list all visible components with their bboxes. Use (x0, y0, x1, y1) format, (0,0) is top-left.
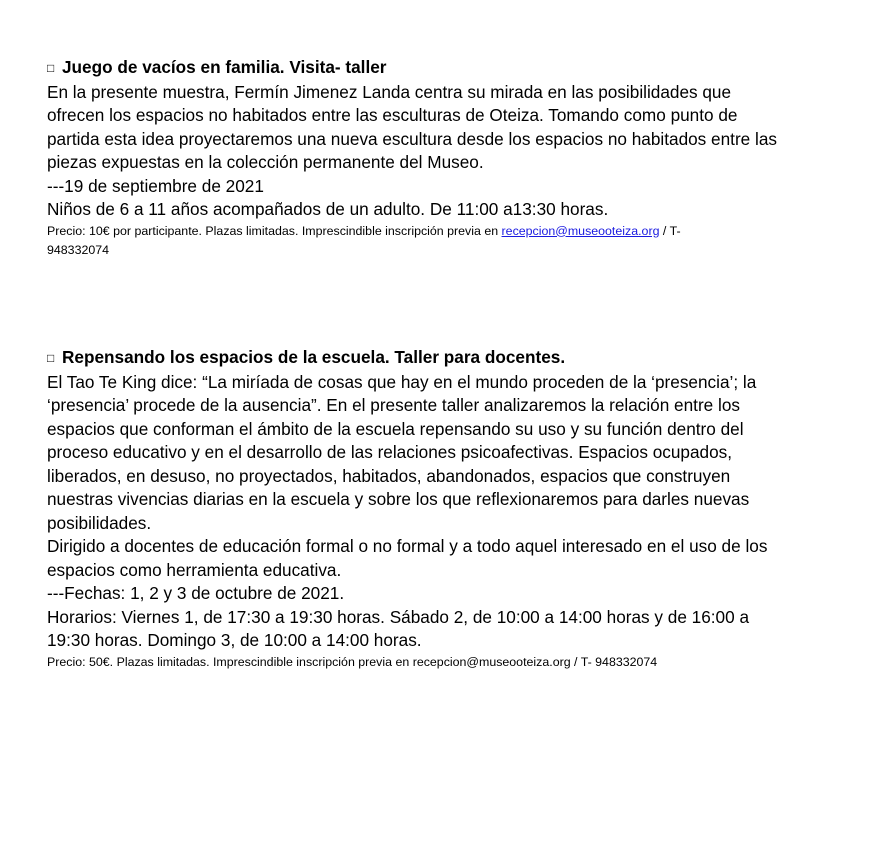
schedule-line: 19:30 horas. Domingo 3, de 10:00 a 14:00 horas. (47, 630, 422, 650)
description-line: ofrecen los espacios no habitados entre las esculturas de Oteiza. Tomando como punto de (47, 105, 738, 125)
phone-prefix: / T- (659, 223, 681, 238)
event-description (47, 81, 847, 222)
description-line: nuestras vivencias diarias en la escuela y sobre los que reflexionaremos para darles nuevas (47, 489, 750, 509)
event-dates: ---Fechas: 1, 2 y 3 de octubre de 2021. (47, 583, 345, 603)
audience-line: espacios como herramienta educativa. (47, 559, 342, 580)
event-description (47, 371, 847, 653)
event-audience: Niños de 6 a 11 años acompañados de un adulto. De 11:00 a13:30 horas. (47, 199, 609, 219)
description-line: El Tao Te King dice: “La miríada de cosas que hay en el mundo proceden de la ‘presencia’; la (47, 371, 757, 392)
description-line: piezas expuestas en la colección permanente del Museo. (47, 152, 484, 172)
event-repensando-espacios (47, 346, 847, 672)
description-line: posibilidades. (47, 512, 152, 533)
description-line: ‘presencia’ procede de la ausencia”. En el presente taller analizaremos la relación entre los (47, 395, 740, 415)
checkbox-bullet-icon: □ (47, 351, 55, 365)
schedule-line: Horarios: Viernes 1, de 17:30 a 19:30 horas. Sábado 2, de 10:00 a 14:00 horas y de 16:00 a (47, 606, 750, 627)
description-line: proceso educativo y en el desarrollo de las relaciones psicoafectivas. Espacios ocupados, (47, 442, 733, 462)
event-juego-de-vacios (47, 56, 847, 260)
event-price-info: Precio: 50€. Plazas limitadas. Imprescindible inscripción previa en recepcion@museooteiza.org / T- 948332074 (47, 654, 658, 669)
event-title-text: Repensando los espacios de la escuela. Taller para docentes. (62, 347, 566, 367)
email-link[interactable]: recepcion@museooteiza.org (501, 223, 660, 238)
event-title (47, 346, 847, 371)
event-title-text: Juego de vacíos en familia. Visita- taller (62, 57, 387, 77)
event-price-info (47, 222, 847, 260)
event-title (47, 56, 847, 81)
audience-line: Dirigido a docentes de educación formal o no formal y a todo aquel interesado en el uso de los (47, 536, 768, 556)
checkbox-bullet-icon: □ (47, 61, 55, 75)
description-line: partida esta idea proyectaremos una nueva escultura desde los espacios no habitados entre las (47, 128, 777, 149)
description-line: liberados, en desuso, no proyectados, habitados, abandonados, espacios que construyen (47, 465, 731, 486)
description-line: En la presente muestra, Fermín Jimenez Landa centra su mirada en las posibilidades que (47, 81, 732, 102)
price-text: Precio: 10€ por participante. Plazas limitadas. Imprescindible inscripción previa en (47, 223, 502, 238)
event-date: ---19 de septiembre de 2021 (47, 175, 264, 196)
description-line: espacios que conforman el ámbito de la escuela repensando su uso y su función dentro del (47, 418, 744, 439)
phone-number: 948332074 (47, 242, 110, 257)
